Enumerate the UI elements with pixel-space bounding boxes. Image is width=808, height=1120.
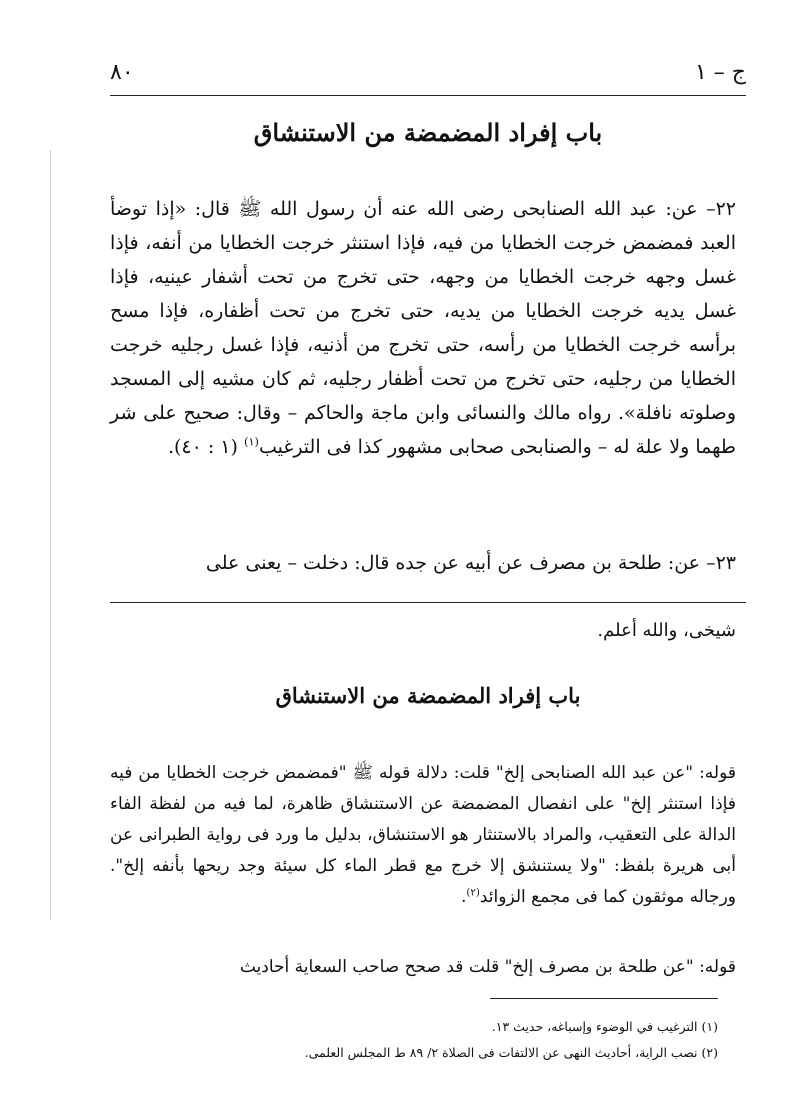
commentary-section-title: باب إفراد المضمضة من الاستنشاق (275, 683, 581, 708)
header-rule (110, 95, 746, 96)
commentary-paragraph-2: قوله: "عن طلحة بن مصرف إلخ" قلت قد صحح صاحب السعاية أحاديث (239, 957, 736, 977)
page-header (110, 60, 746, 96)
commentary-continuation: شيخى، والله أعلم. (597, 620, 736, 641)
hadith-22-text: ٢٢– عن: عبد الله الصنابحى رضى الله عنه أن رسول الله ﷺ قال: «إذا توضأ العبد فمضمض خرجت الخطايا من فيه، فإذا استنثر خرجت الخطايا من أنفه، فإذا غسل وجهه خرجت الخطايا من وجهه، حتى تخرج من تحت أشفار عينيه، فإذا غسل يديه خرجت الخطايا من يديه، حتى تخرج من تحت أظفاره، فإذا مسح برأسه خرجت الخطايا من رأسه، حتى تخرج من أذنيه، فإذا غسل رجليه خرجت الخطايا من رجليه، حتى تخرج من تحت أظفار رجليه، ثم كان مشيه إلى المسجد وصلوته نافلة». رواه مالك والنسائى وابن ماجة والحاكم – وقال: صحيح على شر طهما ولا علة له – والصنابحى صحابى مشهور كذا فى الترغيب (110, 198, 736, 458)
footnote-rule (490, 998, 718, 999)
commentary-paragraph-1-text: قوله: "عن عبد الله الصنابحى إلخ" قلت: دلالة قوله ﷺ "فمضمض خرجت الخطايا من فيه فإذا استنثر إلخ" على انفصال المضمضة عن الاستنشاق ظاهرة، لما فيه من لفظة الفاء الدالة على التعقيب، والمراد بالاستنثار هو الاستنشاق، بدليل ما ورد فى رواية الطبرانى عن أبى هريرة بلفظ: "ولا يستنشق إلا خرج مع قطر الماء كل سيئة وجد ريحها بأنفه إلخ". ورجاله موثقون كما فى مجمع الزوائد (110, 763, 736, 907)
page-number: ٨٠ (110, 60, 134, 85)
footnote-2: (٢) نصب الراية، أحاديث النهى عن الالتفات فى الصلاة ٢/ ٨٩ ط المجلس العلمى. (304, 1045, 718, 1060)
hadith-23-paragraph: ٢٣– عن: طلحة بن مصرف عن أبيه عن جده قال: دخلت – يعنى على (205, 552, 736, 574)
hadith-22-paragraph (110, 192, 736, 464)
section-divider (110, 602, 746, 603)
commentary-paragraph-1-end: . (461, 887, 467, 907)
section-title: باب إفراد المضمضة من الاستنشاق (253, 118, 603, 147)
hadith-22-reference: (١ : ٤٠). (167, 436, 244, 458)
footnote-1: (١) الترغيب في الوضوء وإسباغه، حديث ١٣. (491, 1019, 718, 1034)
scan-edge-line (50, 150, 51, 920)
commentary-paragraph-1 (110, 758, 736, 913)
volume-label: ج – ١ (694, 60, 746, 85)
footnote-ref-2[interactable]: (٢) (466, 887, 480, 899)
footnote-ref-1[interactable]: (١) (243, 434, 259, 449)
